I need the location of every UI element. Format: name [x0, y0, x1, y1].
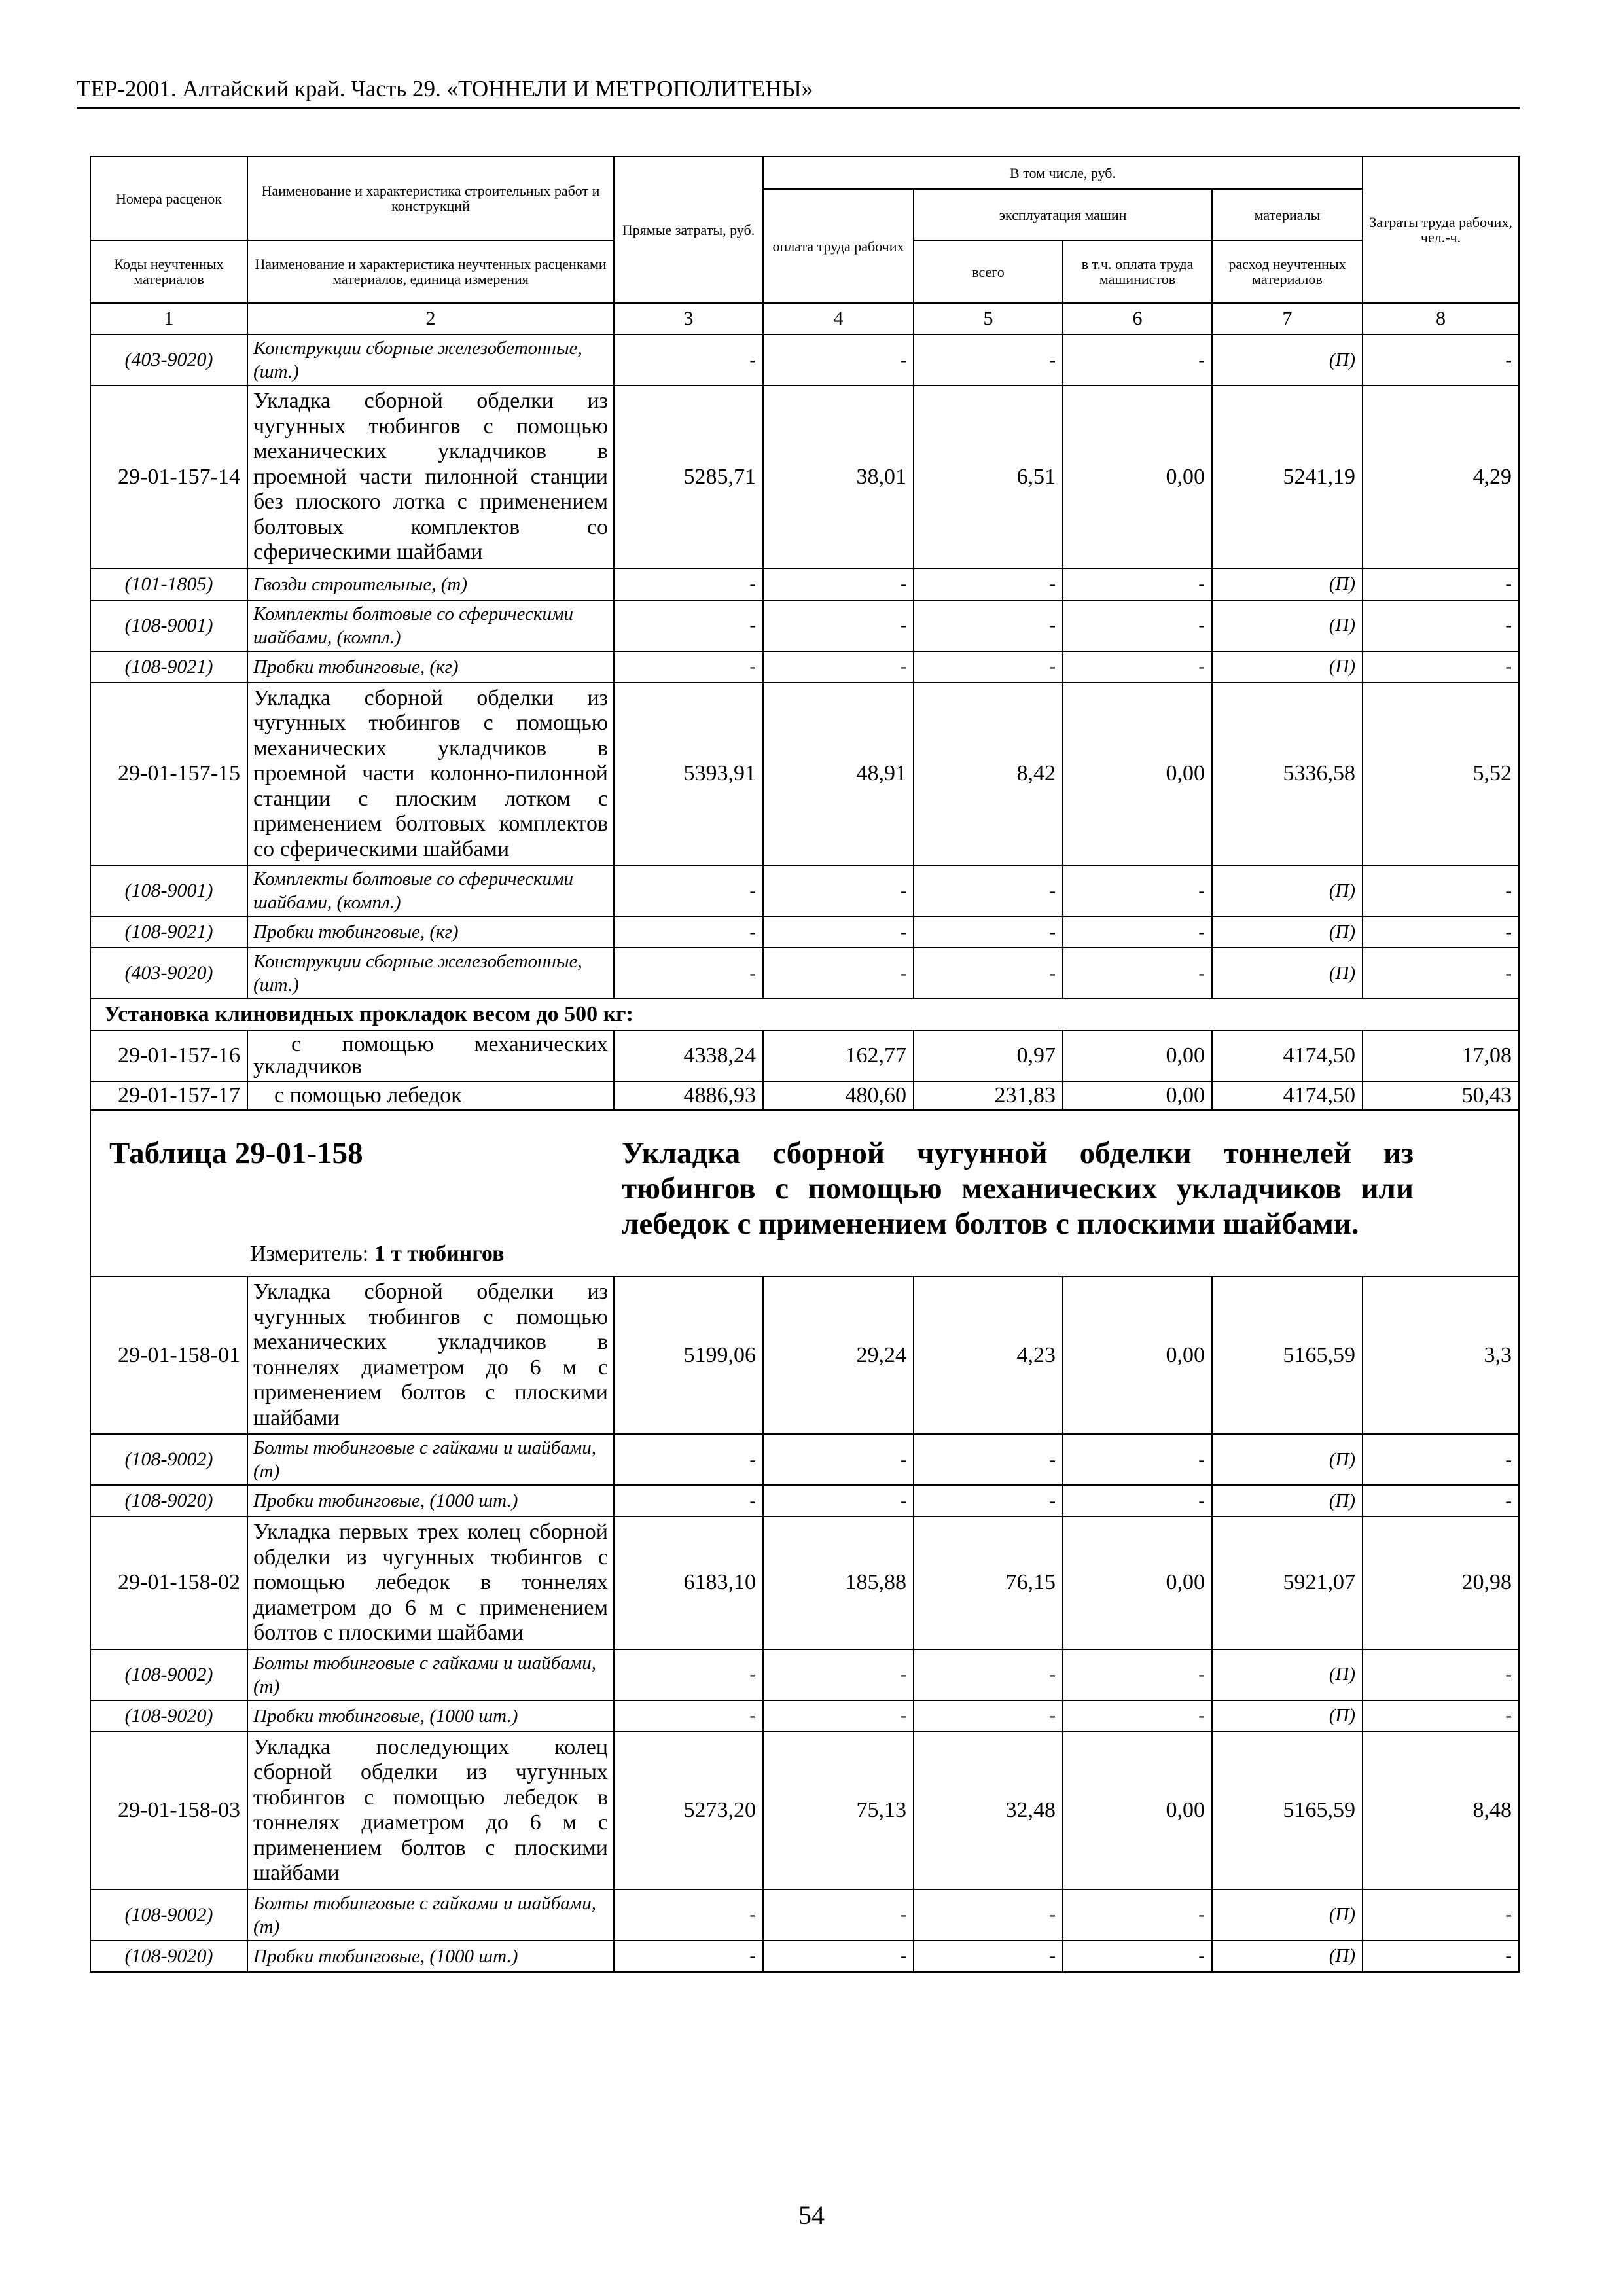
- column-number: 2: [247, 303, 614, 334]
- cell-col-4: -: [763, 569, 914, 600]
- cell-col-4: -: [763, 600, 914, 651]
- cell-col-5: 32,48: [914, 1732, 1063, 1890]
- cell-col-3: -: [614, 865, 763, 916]
- price-row: [90, 1732, 1519, 1890]
- cell-col-7: (П): [1212, 948, 1363, 999]
- cell-col-4: -: [763, 916, 914, 948]
- cell-col-8: -: [1363, 916, 1519, 948]
- material-description: Болты тюбинговые с гайками и шайбами, (т): [247, 1649, 614, 1700]
- row-group-a: [90, 334, 1519, 999]
- cell-col-8: -: [1363, 600, 1519, 651]
- material-row: [90, 651, 1519, 683]
- material-description: Болты тюбинговые с гайками и шайбами, (т): [247, 1890, 614, 1941]
- column-number: 5: [914, 303, 1063, 334]
- price-code: 29-01-157-14: [90, 386, 247, 569]
- cell-col-6: 0,00: [1063, 386, 1212, 569]
- cell-col-6: 0,00: [1063, 1081, 1212, 1110]
- cell-col-5: -: [914, 600, 1063, 651]
- cell-col-6: -: [1063, 916, 1212, 948]
- cell-col-5: 0,97: [914, 1030, 1063, 1081]
- material-code: (108-9002): [90, 1434, 247, 1485]
- price-row: [90, 1081, 1519, 1110]
- material-row: [90, 569, 1519, 600]
- cell-col-4: 162,77: [763, 1030, 914, 1081]
- column-number: 8: [1363, 303, 1519, 334]
- cell-col-4: -: [763, 1649, 914, 1700]
- cell-col-5: 8,42: [914, 683, 1063, 866]
- cell-col-5: -: [914, 1485, 1063, 1516]
- cell-col-5: 4,23: [914, 1276, 1063, 1434]
- material-description: Пробки тюбинговые, (1000 шт.): [247, 1485, 614, 1516]
- cell-col-6: -: [1063, 569, 1212, 600]
- cell-col-5: -: [914, 1649, 1063, 1700]
- cell-col-4: -: [763, 1890, 914, 1941]
- cell-col-4: 48,91: [763, 683, 914, 866]
- cell-col-7: 5165,59: [1212, 1732, 1363, 1890]
- cell-col-5: -: [914, 865, 1063, 916]
- price-row: [90, 386, 1519, 569]
- cell-col-3: 5285,71: [614, 386, 763, 569]
- header-row-1: [90, 156, 1519, 189]
- cell-col-5: -: [914, 1890, 1063, 1941]
- material-row: [90, 1434, 1519, 1485]
- cell-col-8: 20,98: [1363, 1516, 1519, 1649]
- running-header: ТЕР-2001. Алтайский край. Часть 29. «ТОННЕЛИ И МЕТРОПОЛИТЕНЫ»: [77, 73, 1520, 109]
- cell-col-8: -: [1363, 1485, 1519, 1516]
- cell-col-5: 231,83: [914, 1081, 1063, 1110]
- cell-col-8: -: [1363, 1649, 1519, 1700]
- work-description: с помощью лебедок: [247, 1081, 614, 1110]
- cell-col-7: (П): [1212, 865, 1363, 916]
- measure-unit-value: 1 т тюбингов: [374, 1242, 505, 1266]
- work-description: Укладка сборной обделки из чугунных тюбингов с помощью механических укладчиков в проемной части колонно-пилонной станции с плоским лотком с применением болтовых комплектов со сферическими шайбами: [247, 683, 614, 866]
- cell-col-3: 5199,06: [614, 1276, 763, 1434]
- price-row: [90, 683, 1519, 866]
- cell-col-3: 4886,93: [614, 1081, 763, 1110]
- cell-col-4: 185,88: [763, 1516, 914, 1649]
- cell-col-5: -: [914, 569, 1063, 600]
- cell-col-8: 50,43: [1363, 1081, 1519, 1110]
- cell-col-5: -: [914, 1941, 1063, 1972]
- cell-col-5: -: [914, 1700, 1063, 1732]
- material-description: Пробки тюбинговые, (1000 шт.): [247, 1700, 614, 1732]
- cell-col-4: -: [763, 865, 914, 916]
- col6-header: в т.ч. оплата труда машинистов: [1063, 240, 1212, 303]
- cell-col-4: -: [763, 1485, 914, 1516]
- cell-col-7: 5336,58: [1212, 683, 1363, 866]
- work-description: Укладка сборной обделки из чугунных тюбингов с помощью механических укладчиков в проемной части пилонной станции без плоского лотка с применением болтовых комплектов со сферическими шайбами: [247, 386, 614, 569]
- cell-col-3: 4338,24: [614, 1030, 763, 1081]
- work-description: Укладка последующих колец сборной обделки из чугунных тюбингов с помощью лебедок в тоннелях диаметром до 6 м с применением болтов с плоскими шайбами: [247, 1732, 614, 1890]
- price-code: 29-01-158-03: [90, 1732, 247, 1890]
- material-code: (101-1805): [90, 569, 247, 600]
- machines-header: эксплуатация машин: [914, 189, 1212, 240]
- cell-col-7: (П): [1212, 334, 1363, 386]
- material-code: (403-9020): [90, 334, 247, 386]
- cell-col-6: -: [1063, 1890, 1212, 1941]
- cell-col-7: 4174,50: [1212, 1030, 1363, 1081]
- cell-col-7: 5921,07: [1212, 1516, 1363, 1649]
- cell-col-8: -: [1363, 1941, 1519, 1972]
- cell-col-4: 38,01: [763, 386, 914, 569]
- price-code: 29-01-158-02: [90, 1516, 247, 1649]
- cell-col-8: -: [1363, 569, 1519, 600]
- cell-col-3: -: [614, 916, 763, 948]
- cell-col-7: (П): [1212, 1485, 1363, 1516]
- column-number: 6: [1063, 303, 1212, 334]
- cell-col-7: (П): [1212, 1941, 1363, 1972]
- cell-col-6: 0,00: [1063, 683, 1212, 866]
- cell-col-8: -: [1363, 948, 1519, 999]
- price-row: [90, 1276, 1519, 1434]
- material-row: [90, 865, 1519, 916]
- cell-col-8: 5,52: [1363, 683, 1519, 866]
- cell-col-3: -: [614, 1485, 763, 1516]
- cell-col-6: -: [1063, 1485, 1212, 1516]
- cell-col-7: 5165,59: [1212, 1276, 1363, 1434]
- material-row: [90, 334, 1519, 386]
- col7-header: расход неучтенных материалов: [1212, 240, 1363, 303]
- col2-bottom-header: Наименование и характеристика неучтенных расценками материалов, единица измерения: [247, 240, 614, 303]
- material-row: [90, 1649, 1519, 1700]
- cell-col-4: -: [763, 651, 914, 683]
- cell-col-6: -: [1063, 600, 1212, 651]
- col8-header: Затраты труда рабочих, чел.-ч.: [1363, 156, 1519, 303]
- column-number: 3: [614, 303, 763, 334]
- col1-bottom-header: Коды неучтенных материалов: [90, 240, 247, 303]
- measure-unit: [250, 1242, 504, 1266]
- material-code: (108-9021): [90, 916, 247, 948]
- cell-col-6: -: [1063, 1649, 1212, 1700]
- cell-col-3: -: [614, 1649, 763, 1700]
- cell-col-8: -: [1363, 865, 1519, 916]
- table-caption-row: [90, 1110, 1519, 1276]
- cell-col-6: -: [1063, 1700, 1212, 1732]
- material-row: [90, 1890, 1519, 1941]
- cell-col-5: 6,51: [914, 386, 1063, 569]
- cell-col-8: 3,3: [1363, 1276, 1519, 1434]
- price-row: [90, 1516, 1519, 1649]
- material-description: Пробки тюбинговые, (кг): [247, 651, 614, 683]
- row-group-c: [90, 1276, 1519, 1972]
- in-total-header: В том числе, руб.: [763, 156, 1363, 189]
- cell-col-7: (П): [1212, 1700, 1363, 1732]
- work-description: Укладка сборной обделки из чугунных тюбингов с помощью механических укладчиков в тоннелях диаметром до 6 м с применением болтов с плоскими шайбами: [247, 1276, 614, 1434]
- cell-col-7: 5241,19: [1212, 386, 1363, 569]
- cell-col-7: 4174,50: [1212, 1081, 1363, 1110]
- cell-col-3: -: [614, 600, 763, 651]
- column-number: 7: [1212, 303, 1363, 334]
- cell-col-3: -: [614, 1434, 763, 1485]
- material-description: Конструкции сборные железобетонные, (шт.): [247, 334, 614, 386]
- price-row: [90, 1030, 1519, 1081]
- work-description: Укладка первых трех колец сборной обделки из чугунных тюбингов с помощью лебедок в тоннелях диаметром до 6 м с применением болтов с плоскими шайбами: [247, 1516, 614, 1649]
- cell-col-5: 76,15: [914, 1516, 1063, 1649]
- table-caption: [90, 1110, 1519, 1276]
- material-row: [90, 1941, 1519, 1972]
- cell-col-4: -: [763, 1700, 914, 1732]
- cell-col-3: -: [614, 1941, 763, 1972]
- material-description: Комплекты болтовые со сферическими шайбами, (компл.): [247, 865, 614, 916]
- cell-col-5: -: [914, 1434, 1063, 1485]
- col3-header: Прямые затраты, руб.: [614, 156, 763, 303]
- cell-col-5: -: [914, 948, 1063, 999]
- material-code: (108-9001): [90, 865, 247, 916]
- material-code: (108-9020): [90, 1941, 247, 1972]
- price-code: 29-01-157-15: [90, 683, 247, 866]
- cell-col-7: (П): [1212, 651, 1363, 683]
- material-code: (108-9020): [90, 1485, 247, 1516]
- cell-col-7: (П): [1212, 1434, 1363, 1485]
- cell-col-6: -: [1063, 1434, 1212, 1485]
- table-number: Таблица 29-01-158: [109, 1136, 363, 1170]
- work-description: с помощью механических укладчиков: [247, 1030, 614, 1081]
- column-number: 4: [763, 303, 914, 334]
- table-title: Укладка сборной чугунной обделки тоннелей из тюбингов с помощью механических укладчиков или лебедок с применением болтов с плоскими шайбами.: [622, 1136, 1414, 1241]
- price-table: [90, 156, 1520, 1973]
- material-row: [90, 1485, 1519, 1516]
- cell-col-3: -: [614, 569, 763, 600]
- cell-col-8: -: [1363, 334, 1519, 386]
- cell-col-6: -: [1063, 948, 1212, 999]
- cell-col-7: (П): [1212, 1890, 1363, 1941]
- cell-col-6: 0,00: [1063, 1516, 1212, 1649]
- column-number-row: [90, 303, 1519, 334]
- column-number: 1: [90, 303, 247, 334]
- price-code: 29-01-157-16: [90, 1030, 247, 1081]
- material-code: (108-9002): [90, 1890, 247, 1941]
- col5-header: всего: [914, 240, 1063, 303]
- price-code: 29-01-158-01: [90, 1276, 247, 1434]
- cell-col-4: -: [763, 948, 914, 999]
- cell-col-4: -: [763, 1434, 914, 1485]
- cell-col-7: (П): [1212, 569, 1363, 600]
- material-row: [90, 948, 1519, 999]
- material-description: Пробки тюбинговые, (1000 шт.): [247, 1941, 614, 1972]
- material-code: (108-9002): [90, 1649, 247, 1700]
- col4-header: оплата труда рабочих: [763, 189, 914, 303]
- cell-col-4: -: [763, 334, 914, 386]
- cell-col-8: -: [1363, 1434, 1519, 1485]
- cell-col-6: 0,00: [1063, 1732, 1212, 1890]
- material-row: [90, 600, 1519, 651]
- col2-top-header: Наименование и характеристика строительных работ и конструкций: [247, 156, 614, 240]
- material-description: Болты тюбинговые с гайками и шайбами, (т): [247, 1434, 614, 1485]
- material-row: [90, 916, 1519, 948]
- cell-col-3: -: [614, 948, 763, 999]
- measure-unit-label: Измеритель:: [250, 1242, 369, 1266]
- cell-col-3: 5393,91: [614, 683, 763, 866]
- cell-col-8: -: [1363, 1700, 1519, 1732]
- material-code: (403-9020): [90, 948, 247, 999]
- cell-col-7: (П): [1212, 600, 1363, 651]
- col1-top-header: Номера расценок: [90, 156, 247, 240]
- cell-col-7: (П): [1212, 916, 1363, 948]
- row-group-b: [90, 1030, 1519, 1110]
- cell-col-4: 29,24: [763, 1276, 914, 1434]
- cell-col-8: 17,08: [1363, 1030, 1519, 1081]
- cell-col-3: -: [614, 1700, 763, 1732]
- cell-col-6: 0,00: [1063, 1276, 1212, 1434]
- cell-col-3: -: [614, 1890, 763, 1941]
- cell-col-5: -: [914, 916, 1063, 948]
- cell-col-5: -: [914, 334, 1063, 386]
- materials-header: материалы: [1212, 189, 1363, 240]
- section-title: Установка клиновидных прокладок весом до 500 кг:: [90, 999, 1519, 1030]
- cell-col-8: 4,29: [1363, 386, 1519, 569]
- cell-col-4: 75,13: [763, 1732, 914, 1890]
- cell-col-4: 480,60: [763, 1081, 914, 1110]
- material-description: Комплекты болтовые со сферическими шайбами, (компл.): [247, 600, 614, 651]
- material-code: (108-9020): [90, 1700, 247, 1732]
- cell-col-6: -: [1063, 1941, 1212, 1972]
- cell-col-3: -: [614, 651, 763, 683]
- cell-col-6: -: [1063, 865, 1212, 916]
- material-row: [90, 1700, 1519, 1732]
- cell-col-6: 0,00: [1063, 1030, 1212, 1081]
- cell-col-3: 6183,10: [614, 1516, 763, 1649]
- price-code: 29-01-157-17: [90, 1081, 247, 1110]
- cell-col-8: 8,48: [1363, 1732, 1519, 1890]
- material-description: Конструкции сборные железобетонные, (шт.): [247, 948, 614, 999]
- section-row: [90, 999, 1519, 1030]
- material-description: Пробки тюбинговые, (кг): [247, 916, 614, 948]
- cell-col-8: -: [1363, 651, 1519, 683]
- cell-col-3: 5273,20: [614, 1732, 763, 1890]
- cell-col-4: -: [763, 1941, 914, 1972]
- cell-col-3: -: [614, 334, 763, 386]
- material-description: Гвозди строительные, (т): [247, 569, 614, 600]
- cell-col-8: -: [1363, 1890, 1519, 1941]
- material-code: (108-9001): [90, 600, 247, 651]
- material-code: (108-9021): [90, 651, 247, 683]
- page-number: 54: [798, 2200, 825, 2230]
- cell-col-7: (П): [1212, 1649, 1363, 1700]
- cell-col-6: -: [1063, 334, 1212, 386]
- cell-col-5: -: [914, 651, 1063, 683]
- cell-col-6: -: [1063, 651, 1212, 683]
